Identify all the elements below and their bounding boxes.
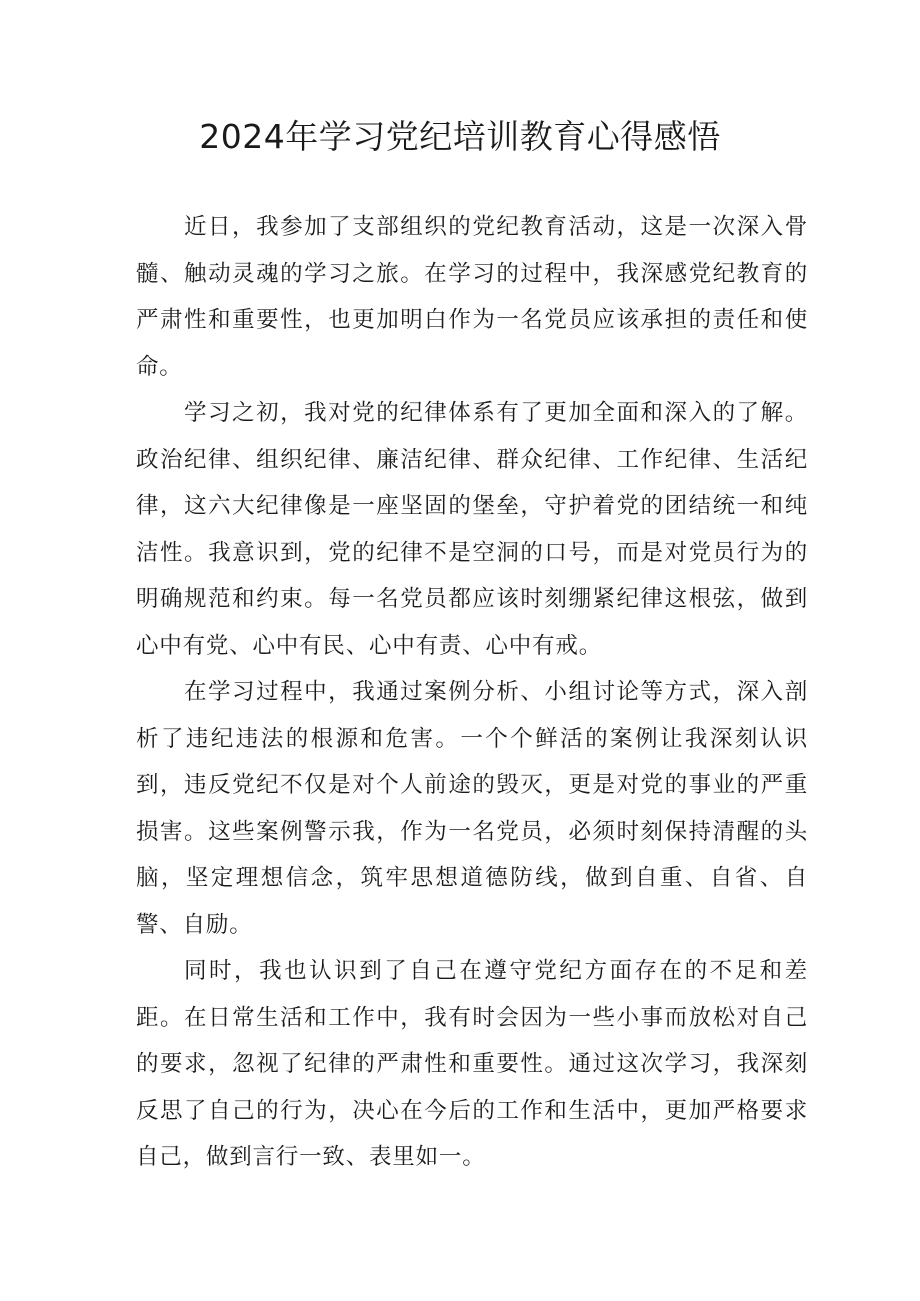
paragraph-4: 同时，我也认识到了自己在遵守党纪方面存在的不足和差距。在日常生活和工作中，我有时会因为一些小事而放松对自己的要求，忽视了纪律的严肃性和重要性。通过这次学习，我深刻反思了自己的行为，决心在今后的工作和生活中，更加严格要求自己，做到言行一致、表里如一。: [136, 958, 808, 1170]
paragraph-3: 在学习过程中，我通过案例分析、小组讨论等方式，深入剖析了违纪违法的根源和危害。一个个鲜活的案例让我深刻认识到，违反党纪不仅是对个人前途的毁灭，更是对党的事业的严重损害。这些案例警示我，作为一名党员，必须时刻保持清醒的头脑，坚定理想信念，筑牢思想道德防线，做到自重、自省、自警、自励。: [136, 679, 808, 938]
paragraph-1: 近日，我参加了支部组织的党纪教育活动，这是一次深入骨髓、触动灵魂的学习之旅。在学习的过程中，我深感党纪教育的严肃性和重要性，也更加明白作为一名党员应该承担的责任和使命。: [136, 214, 808, 380]
document-title: 2024年学习党纪培训教育心得感悟: [199, 117, 721, 156]
document-body: [136, 204, 808, 1181]
paragraph-2: 学习之初，我对党的纪律体系有了更加全面和深入的了解。政治纪律、组织纪律、廉洁纪律、群众纪律、工作纪律、生活纪律，这六大纪律像是一座坚固的堡垒，守护着党的团结统一和纯洁性。我意识到，党的纪律不是空洞的口号，而是对党员行为的明确规范和约束。每一名党员都应该时刻绷紧纪律这根弦，做到心中有党、心中有民、心中有责、心中有戒。: [136, 400, 808, 659]
